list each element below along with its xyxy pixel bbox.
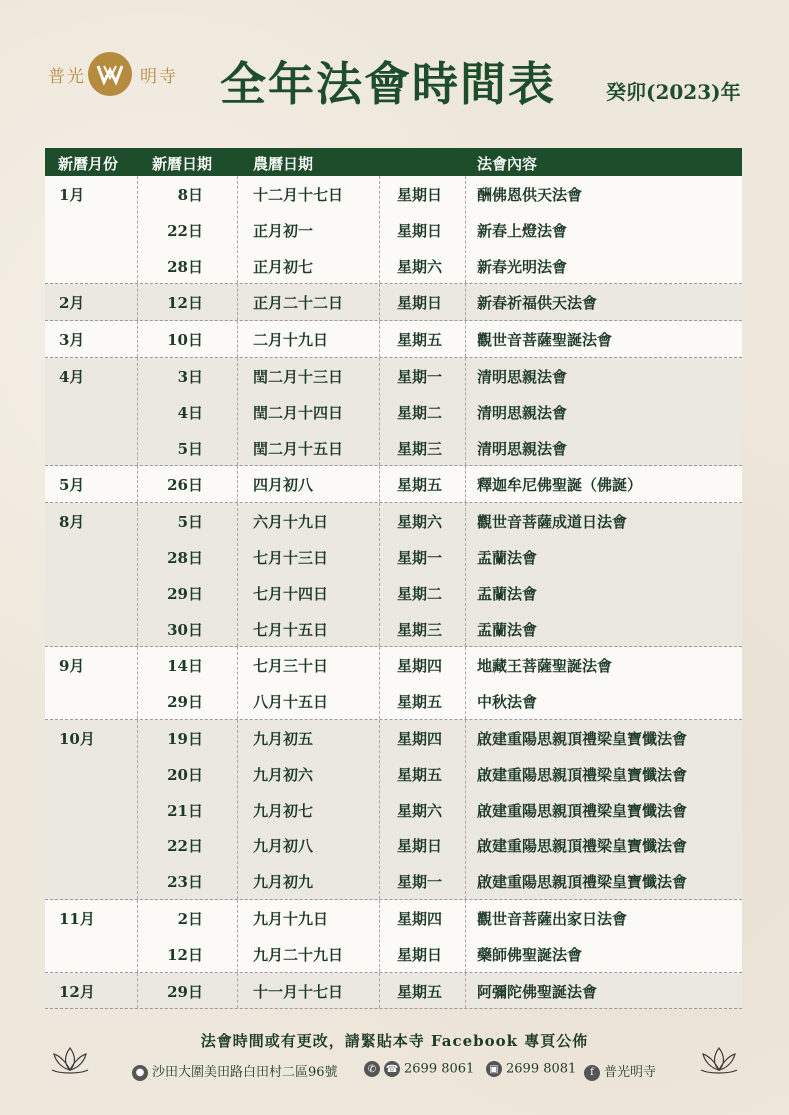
weekday-cell: 星期二 [397, 584, 443, 603]
month-cell: 2月 [59, 294, 85, 313]
column-divider [379, 720, 380, 899]
lunar-date-cell: 二月十九日 [253, 331, 329, 350]
weekday-cell: 星期四 [397, 657, 443, 676]
table-header [45, 148, 742, 176]
table-row [45, 503, 742, 539]
fax-icon: ▣ [486, 1061, 502, 1077]
month-cell: 4月 [59, 367, 85, 386]
weekday-cell: 星期五 [397, 476, 443, 495]
weekday-cell: 星期六 [397, 257, 443, 276]
year-label: 癸卯(2023)年 [606, 80, 741, 104]
date-cell: 20日 [167, 765, 203, 784]
header-lunar: 農曆日期 [253, 155, 314, 173]
event-cell: 觀世音菩薩聖誕法會 [477, 331, 613, 350]
fax-text: 2699 8081 [506, 1061, 577, 1077]
header-event: 法會內容 [477, 155, 538, 173]
whatsapp-icon: ✆ [364, 1061, 380, 1077]
column-divider [237, 358, 238, 465]
column-divider [137, 647, 138, 719]
column-divider [465, 176, 466, 283]
date-cell: 29日 [167, 693, 203, 712]
column-divider [237, 503, 238, 646]
event-cell: 新春光明法會 [477, 257, 568, 276]
event-cell: 啟建重陽思親頂禮梁皇寶懺法會 [477, 801, 688, 820]
temple-name-left: 普光 [48, 67, 86, 87]
lunar-date-cell: 九月初九 [253, 873, 314, 892]
month-group [45, 720, 742, 900]
event-cell: 清明思親法會 [477, 403, 568, 422]
column-divider [237, 176, 238, 283]
month-cell: 5月 [59, 476, 85, 495]
event-cell: 盂蘭法會 [477, 620, 538, 639]
event-cell: 觀世音菩薩出家日法會 [477, 909, 628, 928]
table-row [45, 358, 742, 394]
weekday-cell: 星期日 [397, 294, 443, 313]
month-cell: 3月 [59, 331, 85, 350]
date-cell: 30日 [167, 620, 203, 639]
date-cell: 21日 [167, 801, 203, 820]
month-group [45, 647, 742, 720]
date-cell: 19日 [167, 729, 203, 748]
column-divider [137, 900, 138, 972]
month-group [45, 358, 742, 466]
table-row [45, 792, 742, 828]
lunar-date-cell: 閏二月十四日 [253, 403, 344, 422]
lunar-date-cell: 九月初六 [253, 765, 314, 784]
lunar-date-cell: 九月初八 [253, 837, 314, 856]
column-divider [137, 176, 138, 283]
weekday-cell: 星期五 [397, 982, 443, 1001]
table-row [45, 575, 742, 611]
column-divider [379, 900, 380, 972]
weekday-cell: 星期一 [397, 873, 443, 892]
table-row [45, 539, 742, 575]
weekday-cell: 星期六 [397, 513, 443, 532]
event-cell: 啟建重陽思親頂禮梁皇寶懺法會 [477, 873, 688, 892]
table-row [45, 647, 742, 683]
column-divider [237, 284, 238, 320]
table-row [45, 756, 742, 792]
column-divider [237, 647, 238, 719]
column-divider [137, 284, 138, 320]
header-month: 新曆月份 [58, 155, 119, 173]
facebook-text: 普光明寺 [604, 1065, 657, 1080]
date-cell: 12日 [167, 294, 203, 313]
table-row [45, 176, 742, 212]
column-divider [465, 973, 466, 1009]
column-divider [137, 973, 138, 1009]
column-divider [137, 466, 138, 502]
month-group [45, 973, 742, 1010]
weekday-cell: 星期一 [397, 548, 443, 567]
weekday-cell: 星期日 [397, 221, 443, 240]
date-cell: 22日 [167, 221, 203, 240]
lunar-date-cell: 七月十三日 [253, 548, 329, 567]
column-divider [465, 321, 466, 357]
page-title: 全年法會時間表 [220, 57, 556, 111]
column-divider [237, 900, 238, 972]
lunar-date-cell: 七月十五日 [253, 620, 329, 639]
column-divider [465, 503, 466, 646]
event-cell: 盂蘭法會 [477, 548, 538, 567]
table-row [45, 394, 742, 430]
schedule-table [45, 148, 742, 1009]
event-cell: 中秋法會 [477, 693, 538, 712]
lunar-date-cell: 八月十五日 [253, 693, 329, 712]
table-row [45, 900, 742, 936]
table-body [45, 176, 742, 1009]
phone-icon: ☎ [384, 1061, 400, 1077]
column-divider [237, 321, 238, 357]
column-divider [379, 647, 380, 719]
event-cell: 觀世音菩薩成道日法會 [477, 513, 628, 532]
event-cell: 酬佛恩供天法會 [477, 186, 583, 204]
lunar-date-cell: 九月十九日 [253, 909, 329, 928]
table-row [45, 863, 742, 899]
event-cell: 釋迦牟尼佛聖誕（佛誕） [477, 476, 643, 495]
column-divider [237, 466, 238, 502]
month-group [45, 503, 742, 647]
column-divider [137, 321, 138, 357]
column-divider [465, 900, 466, 972]
date-cell: 2日 [177, 909, 203, 928]
location-pin-icon: ● [132, 1065, 148, 1081]
weekday-cell: 星期二 [397, 403, 443, 422]
month-cell: 1月 [59, 186, 85, 204]
column-divider [379, 466, 380, 502]
lunar-date-cell: 九月初五 [253, 729, 314, 748]
event-cell: 藥師佛聖誕法會 [477, 945, 583, 964]
month-cell: 12月 [59, 982, 95, 1001]
month-group [45, 466, 742, 503]
date-cell: 28日 [167, 548, 203, 567]
date-cell: 10日 [167, 331, 203, 350]
event-cell: 清明思親法會 [477, 367, 568, 386]
date-cell: 22日 [167, 837, 203, 856]
facebook-item [584, 1061, 656, 1081]
month-group [45, 284, 742, 321]
table-row [45, 248, 742, 284]
lunar-date-cell: 九月初七 [253, 801, 314, 820]
lunar-date-cell: 六月十九日 [253, 513, 329, 532]
table-row [45, 466, 742, 502]
event-cell: 啟建重陽思親頂禮梁皇寶懺法會 [477, 765, 688, 784]
weekday-cell: 星期四 [397, 729, 443, 748]
weekday-cell: 星期五 [397, 693, 443, 712]
table-row [45, 720, 742, 756]
date-cell: 29日 [167, 584, 203, 603]
date-cell: 23日 [167, 873, 203, 892]
footer-notice: 法會時間或有更改，請緊貼本寺 Facebook 專頁公佈 [200, 1032, 589, 1050]
column-divider [379, 358, 380, 465]
date-cell: 3日 [177, 367, 203, 386]
column-divider [137, 503, 138, 646]
date-cell: 28日 [167, 257, 203, 276]
lunar-date-cell: 正月初七 [253, 257, 314, 276]
table-row [45, 936, 742, 972]
month-cell: 9月 [59, 657, 85, 676]
table-row [45, 611, 742, 647]
temple-name-right: 明寺 [140, 67, 178, 87]
lunar-date-cell: 七月三十日 [253, 657, 329, 676]
temple-logo-icon [88, 52, 132, 96]
event-cell: 阿彌陀佛聖誕法會 [477, 982, 598, 1001]
column-divider [137, 358, 138, 465]
table-row [45, 212, 742, 248]
table-row [45, 683, 742, 719]
month-group [45, 321, 742, 358]
weekday-cell: 星期五 [397, 331, 443, 350]
header-date: 新曆日期 [152, 155, 213, 173]
column-divider [237, 720, 238, 899]
column-divider [465, 358, 466, 465]
lotus-icon-right [697, 1044, 741, 1074]
address-item [132, 1061, 338, 1081]
weekday-cell: 星期四 [397, 909, 443, 928]
fax-item [486, 1061, 576, 1077]
column-divider [465, 284, 466, 320]
lunar-date-cell: 十一月十七日 [253, 982, 344, 1001]
weekday-cell: 星期三 [397, 439, 443, 458]
event-cell: 盂蘭法會 [477, 584, 538, 603]
lunar-date-cell: 九月二十九日 [253, 945, 344, 964]
month-cell: 8月 [59, 513, 85, 532]
column-divider [379, 321, 380, 357]
lunar-date-cell: 正月初一 [253, 221, 314, 240]
weekday-cell: 星期日 [397, 186, 443, 204]
lunar-date-cell: 閏二月十五日 [253, 439, 344, 458]
month-group [45, 176, 742, 284]
date-cell: 14日 [167, 657, 203, 676]
phone-item [364, 1061, 474, 1077]
table-row [45, 321, 742, 357]
column-divider [465, 647, 466, 719]
address-text: 沙田大圍美田路白田村二區96號 [152, 1065, 338, 1080]
column-divider [379, 973, 380, 1009]
column-divider [465, 466, 466, 502]
column-divider [379, 503, 380, 646]
event-cell: 啟建重陽思親頂禮梁皇寶懺法會 [477, 837, 688, 856]
weekday-cell: 星期三 [397, 620, 443, 639]
lunar-date-cell: 七月十四日 [253, 584, 329, 603]
date-cell: 26日 [167, 476, 203, 495]
date-cell: 12日 [167, 945, 203, 964]
month-cell: 10月 [59, 729, 95, 748]
weekday-cell: 星期五 [397, 765, 443, 784]
date-cell: 5日 [177, 439, 203, 458]
table-row [45, 827, 742, 863]
date-cell: 5日 [177, 513, 203, 532]
lunar-date-cell: 正月二十二日 [253, 294, 344, 313]
lotus-icon-left [48, 1044, 92, 1074]
lunar-date-cell: 閏二月十三日 [253, 367, 344, 386]
column-divider [237, 973, 238, 1009]
table-row [45, 284, 742, 320]
month-cell: 11月 [59, 909, 95, 928]
weekday-cell: 星期日 [397, 837, 443, 856]
table-row [45, 430, 742, 466]
event-cell: 地藏王菩薩聖誕法會 [477, 657, 613, 676]
table-row [45, 973, 742, 1009]
facebook-icon: f [584, 1065, 600, 1081]
lunar-date-cell: 十二月十七日 [253, 186, 344, 204]
weekday-cell: 星期一 [397, 367, 443, 386]
column-divider [465, 720, 466, 899]
phone-text: 2699 8061 [404, 1061, 475, 1077]
weekday-cell: 星期六 [397, 801, 443, 820]
column-divider [379, 176, 380, 283]
column-divider [379, 284, 380, 320]
date-cell: 8日 [177, 186, 203, 204]
weekday-cell: 星期日 [397, 945, 443, 964]
lunar-date-cell: 四月初八 [253, 476, 314, 495]
month-group [45, 900, 742, 973]
event-cell: 清明思親法會 [477, 439, 568, 458]
date-cell: 4日 [177, 403, 203, 422]
event-cell: 啟建重陽思親頂禮梁皇寶懺法會 [477, 729, 688, 748]
event-cell: 新春祈福供天法會 [477, 294, 598, 313]
column-divider [137, 720, 138, 899]
event-cell: 新春上燈法會 [477, 221, 568, 240]
date-cell: 29日 [167, 982, 203, 1001]
